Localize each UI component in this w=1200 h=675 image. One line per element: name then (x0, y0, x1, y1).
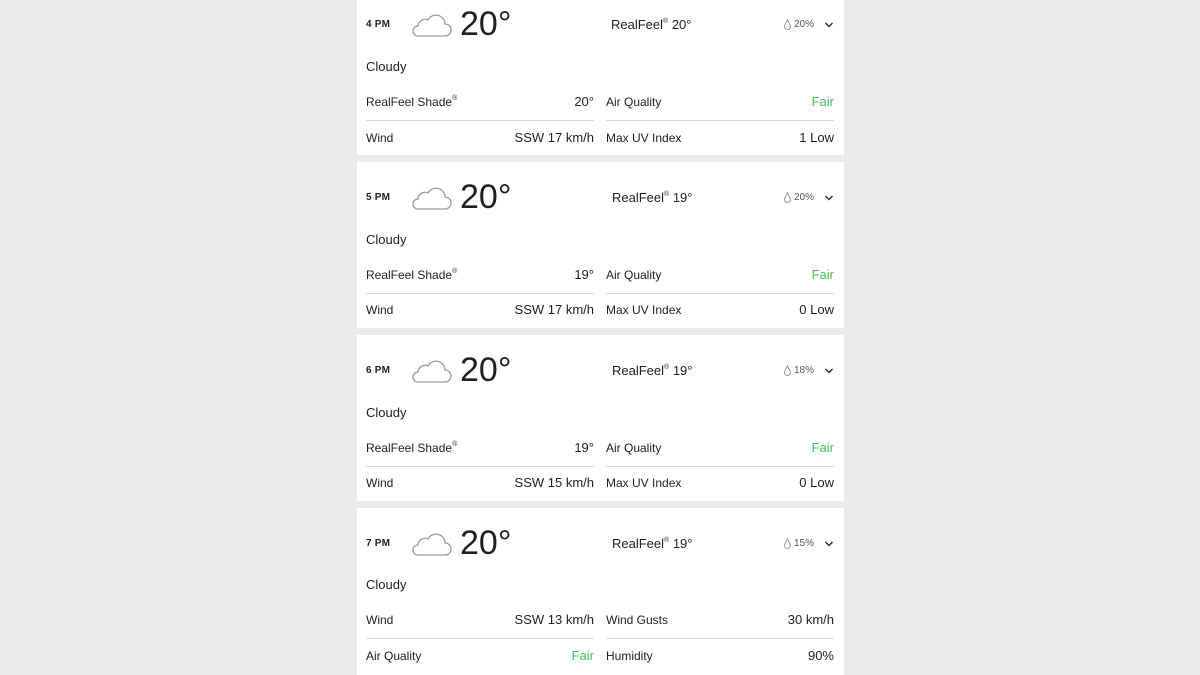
hour-temperature: 20° (460, 351, 512, 389)
divider (606, 120, 834, 121)
chevron-down-icon[interactable] (824, 21, 834, 29)
realfeel: RealFeel® 19° (612, 190, 693, 205)
hour-temperature: 20° (460, 524, 512, 562)
detail-max-uv (606, 123, 834, 153)
detail-max-uv (606, 295, 834, 325)
hourly-card-7pm[interactable] (357, 508, 844, 675)
detail-value: 1 Low (799, 130, 834, 145)
hourly-card-6pm[interactable] (357, 335, 844, 501)
detail-label: Max UV Index (606, 303, 682, 317)
detail-label: Max UV Index (606, 476, 682, 490)
detail-realfeel-shade: RealFeel Shade® 19° (366, 440, 594, 455)
detail-humidity (606, 641, 834, 671)
detail-value: Fair (571, 648, 594, 663)
hour-temperature: 20° (460, 178, 512, 216)
detail-label: Wind Gusts (606, 613, 669, 627)
weather-phrase: Cloudy (366, 232, 407, 247)
detail-value: Fair (811, 267, 834, 282)
precip-probability: 20% (783, 192, 814, 203)
detail-wind (366, 605, 594, 635)
cloud-icon (408, 184, 452, 212)
detail-value: SSW 17 km/h (514, 302, 594, 317)
detail-label: Air Quality (606, 95, 662, 109)
detail-value: 90% (807, 648, 834, 663)
raindrop-icon (783, 538, 792, 549)
detail-label: Wind (366, 476, 394, 490)
detail-value: 30 km/h (787, 612, 834, 627)
chevron-down-icon[interactable] (824, 367, 834, 375)
detail-max-uv (606, 468, 834, 498)
realfeel: RealFeel® 20° (611, 17, 692, 32)
detail-value: 0 Low (799, 475, 834, 490)
detail-value: Fair (811, 94, 834, 109)
hour-time: 6 PM (366, 365, 391, 376)
hour-temperature: 20° (460, 5, 512, 43)
precip-probability: 18% (783, 365, 814, 376)
raindrop-icon (783, 192, 792, 203)
weather-phrase: Cloudy (366, 59, 407, 74)
detail-wind (366, 295, 594, 325)
detail-value: 19° (574, 267, 594, 282)
hourly-card-5pm[interactable] (357, 162, 844, 328)
precip-probability: 20% (783, 19, 814, 30)
realfeel: RealFeel® 19° (612, 536, 693, 551)
divider (606, 466, 834, 467)
detail-value: Fair (811, 440, 834, 455)
detail-air-quality (606, 433, 834, 463)
detail-label: Max UV Index (606, 131, 682, 145)
divider (366, 466, 594, 467)
detail-air-quality (606, 87, 834, 117)
detail-value: 0 Low (799, 302, 834, 317)
raindrop-icon (783, 365, 792, 376)
cloud-icon (408, 11, 452, 39)
detail-label: Wind (366, 303, 394, 317)
detail-wind-gusts (606, 605, 834, 635)
realfeel: RealFeel® 19° (612, 363, 693, 378)
divider (606, 293, 834, 294)
divider (366, 638, 594, 639)
detail-realfeel-shade: RealFeel Shade® 19° (366, 267, 594, 282)
detail-label: Wind (366, 131, 394, 145)
weather-phrase: Cloudy (366, 405, 407, 420)
chevron-down-icon[interactable] (824, 540, 834, 548)
detail-value: SSW 13 km/h (514, 612, 594, 627)
detail-wind (366, 468, 594, 498)
precip-probability: 15% (783, 538, 814, 549)
detail-realfeel-shade: RealFeel Shade® 20° (366, 94, 594, 109)
cloud-icon (408, 530, 452, 558)
detail-label: Air Quality (606, 268, 662, 282)
detail-label: Air Quality (606, 441, 662, 455)
hour-time: 4 PM (366, 19, 391, 30)
hourly-card-4pm[interactable] (357, 0, 844, 155)
hour-time: 7 PM (366, 538, 391, 549)
raindrop-icon (783, 19, 792, 30)
hour-time: 5 PM (366, 192, 391, 203)
detail-value: SSW 15 km/h (514, 475, 594, 490)
detail-label: Air Quality (366, 649, 422, 663)
chevron-down-icon[interactable] (824, 194, 834, 202)
divider (606, 638, 834, 639)
divider (366, 120, 594, 121)
divider (366, 293, 594, 294)
detail-value: SSW 17 km/h (514, 130, 594, 145)
detail-wind (366, 123, 594, 153)
cloud-icon (408, 357, 452, 385)
detail-value: 20° (574, 94, 594, 109)
detail-air-quality (606, 260, 834, 290)
detail-value: 19° (574, 440, 594, 455)
detail-label: Wind (366, 613, 394, 627)
weather-phrase: Cloudy (366, 577, 407, 592)
detail-air-quality (366, 641, 594, 671)
detail-label: Humidity (606, 649, 653, 663)
